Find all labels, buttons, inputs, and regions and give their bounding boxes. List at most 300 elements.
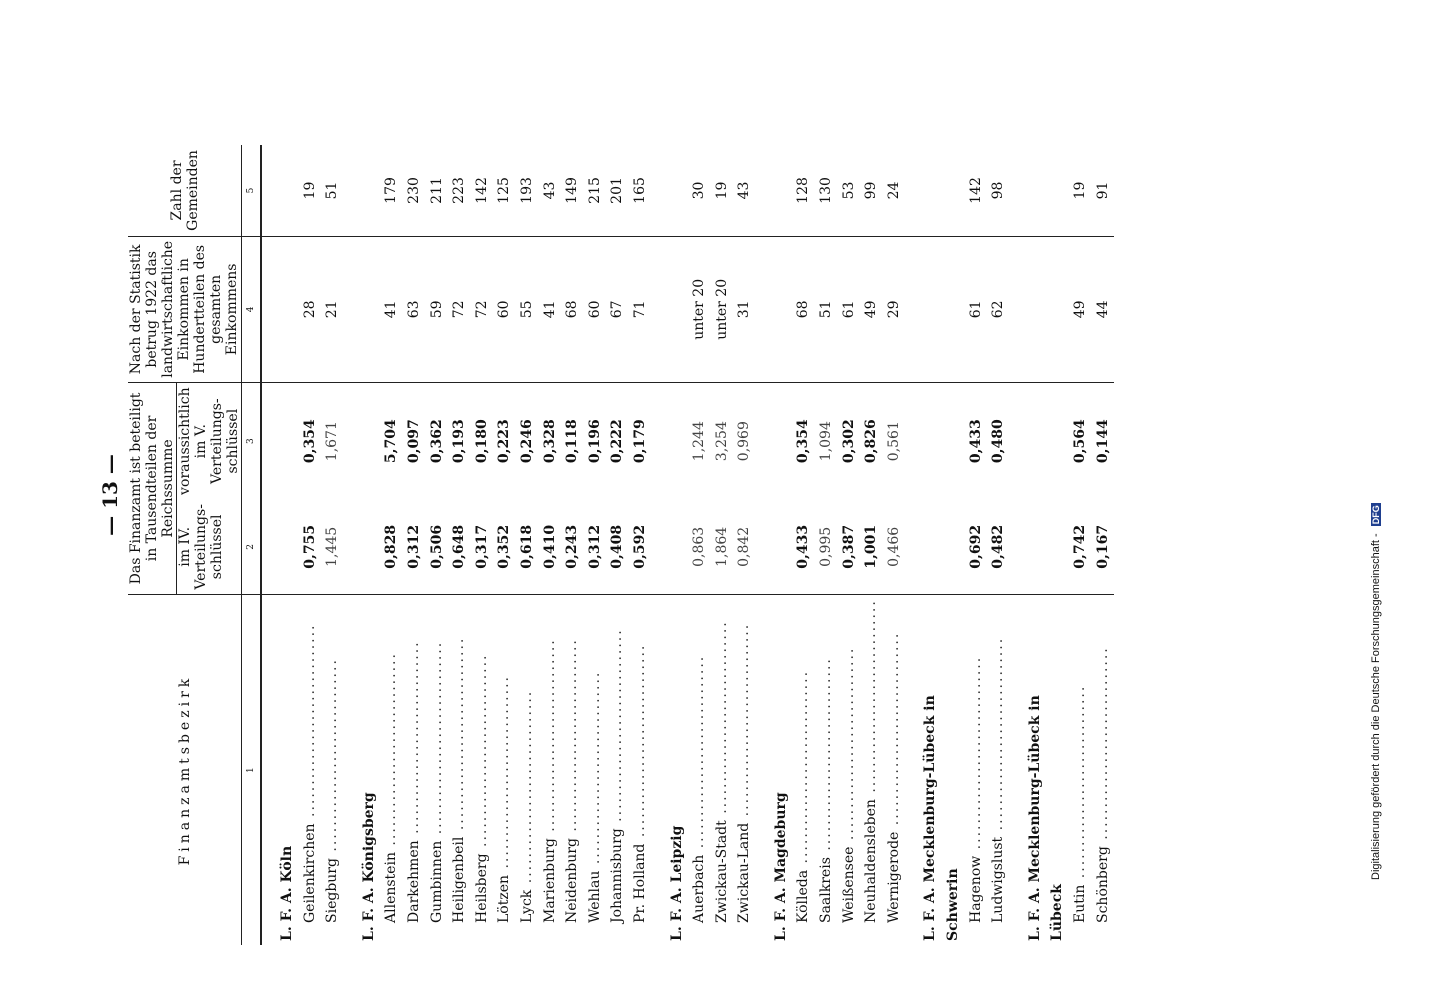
cell-v-key — [584, 382, 607, 499]
cell-agri-income-value: 61 — [967, 300, 984, 319]
cell-agri-income-value: unter 20 — [691, 278, 708, 340]
cell-name — [815, 595, 838, 945]
cell-name — [1092, 595, 1115, 945]
cell-municipalities-value: 91 — [1094, 181, 1111, 200]
cell-v-key — [711, 382, 734, 499]
cell-name-value: L. F. A. Köln — [279, 845, 295, 941]
cell-iv-key — [426, 500, 449, 595]
cell-v-key — [987, 382, 1010, 499]
cell-iv-key — [733, 500, 756, 595]
cell-agri-income — [1010, 236, 1047, 382]
cell-iv-key — [942, 500, 965, 595]
cell-municipalities — [403, 145, 426, 236]
cell-name — [299, 595, 322, 945]
cell-agri-income — [792, 236, 815, 382]
cell-municipalities-value: 130 — [818, 177, 835, 204]
leader-dots: .............................. — [795, 669, 812, 870]
cell-agri-income — [539, 236, 562, 382]
office-row — [756, 145, 793, 945]
cell-municipalities-value: 215 — [586, 177, 603, 204]
cell-municipalities — [426, 145, 449, 236]
cell-agri-income — [606, 236, 629, 382]
cell-municipalities — [883, 145, 906, 236]
cell-iv-key — [561, 500, 584, 595]
table-row — [321, 145, 344, 945]
cell-iv-key — [539, 500, 562, 595]
cell-agri-income-value: 72 — [451, 300, 468, 319]
cell-name-value: Schwerin — [945, 868, 962, 941]
cell-v-key-value: 0,354 — [795, 419, 812, 464]
cell-iv-key-value: 0,506 — [428, 524, 445, 569]
leader-dots: .............................. — [736, 622, 753, 823]
cell-v-key-value: 0,223 — [496, 419, 513, 464]
cell-v-key — [426, 382, 449, 499]
cell-name — [516, 595, 539, 945]
cell-v-key — [1046, 382, 1069, 499]
cell-iv-key — [815, 500, 838, 595]
col-number: 5 — [242, 145, 262, 236]
table-row — [711, 145, 734, 945]
table-row — [629, 145, 652, 945]
cell-iv-key-value: 0,995 — [818, 526, 835, 567]
cell-municipalities-value: 24 — [885, 181, 902, 200]
cell-v-key — [905, 382, 942, 499]
cell-v-key — [539, 382, 562, 499]
cell-iv-key — [299, 500, 322, 595]
table-row — [1069, 145, 1092, 945]
leader-dots: .............................. — [301, 623, 318, 824]
leader-dots: .............................. — [691, 654, 708, 855]
cell-v-key-value: 0,354 — [301, 419, 318, 464]
cell-agri-income-value: 49 — [1072, 300, 1088, 319]
cell-municipalities — [606, 145, 629, 236]
cell-iv-key-value: 0,828 — [383, 524, 400, 569]
cell-name-value: Schönberg — [1094, 846, 1111, 923]
cell-municipalities — [299, 145, 322, 236]
cell-municipalities-value: 211 — [428, 177, 445, 204]
cell-municipalities — [838, 145, 861, 236]
cell-agri-income-value: 62 — [990, 300, 1007, 319]
cell-iv-key — [403, 500, 426, 595]
cell-name — [606, 595, 629, 945]
leader-dots: .............................. — [541, 638, 558, 839]
cell-iv-key-value: 0,312 — [586, 524, 603, 569]
cell-municipalities — [344, 145, 381, 236]
cell-name — [471, 595, 494, 945]
table-row — [688, 145, 711, 945]
cell-name — [448, 595, 471, 945]
leader-dots: .............................. — [990, 636, 1007, 837]
cell-v-key-value: 3,254 — [713, 421, 730, 462]
cell-agri-income-value: 60 — [586, 300, 603, 319]
cell-v-key — [606, 382, 629, 499]
cell-v-key — [344, 382, 381, 499]
col-number: 4 — [242, 236, 262, 382]
cell-iv-key — [792, 500, 815, 595]
cell-v-key — [733, 382, 756, 499]
cell-v-key — [965, 382, 988, 499]
cell-agri-income-value: 44 — [1094, 300, 1111, 319]
cell-municipalities — [711, 145, 734, 236]
cell-municipalities — [448, 145, 471, 236]
table-row — [539, 145, 562, 945]
cell-agri-income — [629, 236, 652, 382]
cell-name — [792, 595, 815, 945]
cell-iv-key-value: 1,864 — [713, 526, 730, 567]
cell-name-value: Hagenow — [967, 855, 984, 923]
cell-name-value: Darkehmen — [405, 840, 422, 923]
cell-v-key-value: 0,097 — [405, 419, 422, 464]
cell-name-value: Johannisburg — [609, 828, 626, 923]
cell-municipalities-value: 19 — [713, 181, 730, 200]
header-share-group — [128, 382, 177, 594]
page-number: — 13 — — [98, 454, 122, 536]
cell-iv-key-value: 0,167 — [1094, 524, 1111, 569]
cell-agri-income — [471, 236, 494, 382]
cell-name — [860, 595, 883, 945]
cell-name — [629, 595, 652, 945]
cell-v-key — [261, 382, 299, 499]
header-iv-key-label: im IV. Verteilungs-schlüssel — [177, 504, 225, 590]
cell-name-value: Lyck — [518, 889, 535, 923]
cell-agri-income-value: 71 — [631, 300, 648, 319]
cell-agri-income — [299, 236, 322, 382]
cell-iv-key-value: 0,592 — [631, 524, 648, 569]
cell-agri-income — [561, 236, 584, 382]
cell-iv-key — [471, 500, 494, 595]
cell-v-key-value: 0,180 — [473, 419, 490, 464]
cell-municipalities — [380, 145, 403, 236]
cell-municipalities-value: 43 — [736, 181, 753, 200]
cell-v-key — [883, 382, 906, 499]
cell-name — [652, 595, 689, 945]
cell-municipalities — [860, 145, 883, 236]
cell-municipalities — [1069, 145, 1092, 236]
cell-municipalities-value: 179 — [383, 177, 400, 204]
cell-iv-key-value: 0,742 — [1072, 524, 1088, 569]
cell-municipalities-value: 142 — [967, 177, 984, 204]
cell-name — [261, 595, 299, 945]
cell-v-key — [321, 382, 344, 499]
cell-municipalities-value: 125 — [496, 177, 513, 204]
cell-iv-key-value: 0,410 — [541, 524, 558, 569]
cell-iv-key-value: 0,482 — [990, 524, 1007, 569]
cell-agri-income-value: 21 — [324, 300, 341, 319]
cell-iv-key-value: 0,387 — [840, 524, 857, 569]
header-share-group-label: Das Finanzamt ist beteiligt in Tausendteilen der Reichssumme — [128, 392, 176, 585]
cell-municipalities — [652, 145, 689, 236]
header-v-key-label: voraussichtlich im V. Verteilungs-schlüssel — [177, 387, 241, 495]
cell-name-value: Lötzen — [496, 874, 513, 923]
cell-municipalities-value: 98 — [990, 181, 1007, 200]
cell-municipalities — [905, 145, 942, 236]
cell-agri-income — [426, 236, 449, 382]
col-number: 3 — [242, 382, 262, 499]
cell-iv-key-value: 0,618 — [518, 524, 535, 569]
cell-agri-income — [905, 236, 942, 382]
cell-name — [965, 595, 988, 945]
cell-name-value: Wernigerode — [885, 831, 902, 923]
cell-iv-key — [493, 500, 516, 595]
cell-agri-income — [942, 236, 965, 382]
cell-iv-key — [584, 500, 607, 595]
cell-municipalities-value: 230 — [405, 177, 422, 204]
cell-iv-key — [756, 500, 793, 595]
cell-name — [426, 595, 449, 945]
cell-v-key — [380, 382, 403, 499]
cell-municipalities — [561, 145, 584, 236]
leader-dots: .............................. — [451, 636, 468, 837]
leader-dots: .............................. — [1094, 646, 1111, 847]
cell-agri-income-value: unter 20 — [713, 278, 730, 340]
cell-agri-income-value: 67 — [609, 300, 626, 319]
cell-name-value: Saalkreis — [818, 857, 835, 923]
cell-agri-income — [261, 236, 299, 382]
cell-v-key — [448, 382, 471, 499]
cell-v-key — [942, 382, 965, 499]
cell-municipalities — [516, 145, 539, 236]
office-row — [942, 145, 965, 945]
cell-agri-income — [815, 236, 838, 382]
cell-v-key — [471, 382, 494, 499]
leader-dots: .............................. — [863, 599, 880, 800]
cell-name-value: Pr. Holland — [631, 843, 648, 923]
cell-v-key — [1069, 382, 1092, 499]
office-row — [344, 145, 381, 945]
cell-name-value: Weißensee — [840, 846, 857, 923]
cell-iv-key — [688, 500, 711, 595]
cell-v-key — [860, 382, 883, 499]
cell-iv-key — [965, 500, 988, 595]
cell-municipalities — [756, 145, 793, 236]
cell-municipalities — [584, 145, 607, 236]
header-iv-key — [177, 500, 242, 595]
cell-municipalities — [942, 145, 965, 236]
side-note-text: Digitalisierung gefördert durch die Deutsche Forschungsgemeinschaft - — [1370, 533, 1382, 880]
cell-iv-key — [516, 500, 539, 595]
cell-iv-key-value: 0,692 — [967, 524, 984, 569]
cell-agri-income-value: 31 — [736, 300, 753, 319]
cell-agri-income-value: 51 — [818, 300, 835, 319]
cell-iv-key-value: 0,842 — [736, 526, 753, 567]
header-agri-income — [128, 236, 242, 382]
cell-municipalities-value: 201 — [609, 177, 626, 204]
cell-iv-key-value: 1,001 — [863, 524, 880, 569]
cell-agri-income — [1069, 236, 1092, 382]
leader-dots: .............................. — [631, 643, 648, 844]
cell-name-value: L. F. A. Mecklenburg-Lübeck in — [922, 695, 939, 941]
cell-municipalities-value: 165 — [631, 177, 648, 204]
leader-dots: .............................. — [428, 640, 445, 841]
header-v-key — [177, 382, 242, 499]
cell-name — [1010, 595, 1047, 945]
leader-dots: .............................. — [967, 655, 984, 856]
cell-v-key — [299, 382, 322, 499]
cell-v-key-value: 0,222 — [609, 419, 626, 464]
header-district-label: Finanzamtsbezirk — [176, 674, 193, 866]
cell-v-key — [792, 382, 815, 499]
cell-iv-key-value: 0,466 — [885, 526, 902, 567]
cell-agri-income — [584, 236, 607, 382]
cell-iv-key — [321, 500, 344, 595]
cell-v-key-value: 0,564 — [1072, 419, 1088, 464]
cell-iv-key-value: 0,755 — [301, 524, 318, 569]
table-row — [815, 145, 838, 945]
cell-name — [756, 595, 793, 945]
leader-dots: .............................. — [383, 652, 400, 853]
leader-dots: .............................. — [586, 670, 603, 871]
cell-name — [1046, 595, 1069, 945]
table-row — [1092, 145, 1115, 945]
table-row — [792, 145, 815, 945]
cell-iv-key — [838, 500, 861, 595]
cell-iv-key-value: 0,863 — [691, 526, 708, 567]
cell-agri-income-value: 41 — [383, 300, 400, 319]
cell-agri-income — [344, 236, 381, 382]
cell-municipalities-value: 128 — [795, 177, 812, 204]
cell-name — [584, 595, 607, 945]
cell-municipalities-value: 149 — [564, 177, 581, 204]
cell-iv-key — [448, 500, 471, 595]
cell-agri-income — [403, 236, 426, 382]
office-row — [261, 145, 299, 945]
cell-name-value: Heiligenbeil — [451, 836, 468, 923]
office-row — [652, 145, 689, 945]
cell-iv-key — [1069, 500, 1092, 595]
cell-v-key-value: 0,480 — [990, 419, 1007, 464]
cell-v-key-value: 0,193 — [451, 419, 468, 464]
cell-name-value: Heilsberg — [473, 853, 490, 923]
table-row — [448, 145, 471, 945]
cell-municipalities-value: 30 — [691, 181, 708, 200]
cell-agri-income-value: 63 — [405, 300, 422, 319]
cell-name — [942, 595, 965, 945]
cell-iv-key-value: 1,445 — [324, 526, 341, 567]
cell-agri-income-value: 41 — [541, 300, 558, 319]
header-district — [128, 595, 242, 945]
leader-dots: .............................. — [1072, 684, 1088, 885]
cell-agri-income-value: 29 — [885, 300, 902, 319]
cell-iv-key-value: 0,317 — [473, 524, 490, 569]
cell-name — [883, 595, 906, 945]
table-row — [299, 145, 322, 945]
cell-agri-income-value: 55 — [518, 300, 535, 319]
cell-v-key-value: 0,328 — [541, 419, 558, 464]
cell-name-value: Zwickau-Land — [736, 822, 753, 923]
cell-name — [321, 595, 344, 945]
cell-v-key-value: 0,433 — [967, 419, 984, 464]
cell-iv-key — [1046, 500, 1069, 595]
cell-v-key-value: 0,561 — [885, 421, 902, 462]
cell-iv-key-value: 0,312 — [405, 524, 422, 569]
cell-municipalities — [261, 145, 299, 236]
leader-dots: .............................. — [324, 658, 341, 859]
table-row — [493, 145, 516, 945]
cell-name-value: Zwickau-Stadt — [713, 820, 730, 923]
cell-municipalities-value: 51 — [324, 181, 341, 200]
cell-iv-key — [1010, 500, 1047, 595]
cell-name-value: Gumbinnen — [428, 840, 445, 923]
header-agri-income-label: Nach der Statistik betrug 1922 das landwirtschaftliche Einkommen in Hundertteilen des gesamten Einkommens — [128, 240, 240, 378]
table-row — [380, 145, 403, 945]
cell-agri-income-value: 59 — [428, 300, 445, 319]
cell-name — [380, 595, 403, 945]
cell-agri-income — [965, 236, 988, 382]
cell-municipalities — [815, 145, 838, 236]
cell-v-key — [652, 382, 689, 499]
cell-v-key — [1010, 382, 1047, 499]
cell-agri-income-value: 60 — [496, 300, 513, 319]
cell-agri-income — [448, 236, 471, 382]
office-row — [905, 145, 942, 945]
cell-name-value: Allenstein — [383, 852, 400, 923]
cell-v-key-value: 5,704 — [383, 419, 400, 464]
cell-name — [733, 595, 756, 945]
cell-v-key-value: 0,969 — [736, 421, 753, 462]
cell-municipalities-value: 43 — [541, 181, 558, 200]
leader-dots: .............................. — [713, 620, 730, 821]
cell-iv-key-value: 0,433 — [795, 524, 812, 569]
cell-v-key-value: 0,302 — [840, 419, 857, 464]
cell-v-key — [629, 382, 652, 499]
cell-municipalities-value: 223 — [451, 177, 468, 204]
table-row — [516, 145, 539, 945]
cell-v-key-value: 0,362 — [428, 419, 445, 464]
table-row — [426, 145, 449, 945]
cell-agri-income — [493, 236, 516, 382]
cell-name — [838, 595, 861, 945]
cell-agri-income-value: 68 — [795, 300, 812, 319]
cell-agri-income-value: 68 — [564, 300, 581, 319]
cell-name — [987, 595, 1010, 945]
cell-name-value: Lübeck — [1049, 884, 1066, 941]
cell-v-key — [688, 382, 711, 499]
cell-municipalities-value: 99 — [863, 181, 880, 200]
cell-name — [539, 595, 562, 945]
cell-municipalities — [733, 145, 756, 236]
cell-iv-key-value: 0,648 — [451, 524, 468, 569]
cell-municipalities — [493, 145, 516, 236]
cell-municipalities — [629, 145, 652, 236]
table-row — [860, 145, 883, 945]
cell-name-value: Neuhaldensleben — [863, 799, 880, 923]
cell-name — [688, 595, 711, 945]
table-row — [471, 145, 494, 945]
table-row — [987, 145, 1010, 945]
leader-dots: .............................. — [885, 631, 902, 832]
cell-name-value: L. F. A. Magdeburg — [772, 792, 789, 941]
cell-v-key-value: 1,671 — [324, 421, 341, 462]
cell-iv-key — [629, 500, 652, 595]
cell-municipalities-value: 19 — [1072, 181, 1088, 200]
cell-municipalities-value: 53 — [840, 181, 857, 200]
header-municipalities-label: Zahl der Gemeinden — [168, 150, 201, 231]
cell-name — [403, 595, 426, 945]
cell-municipalities — [1092, 145, 1115, 236]
col-number: 2 — [242, 500, 262, 595]
cell-agri-income — [838, 236, 861, 382]
cell-iv-key — [1092, 500, 1115, 595]
cell-iv-key — [344, 500, 381, 595]
cell-agri-income — [987, 236, 1010, 382]
cell-iv-key — [652, 500, 689, 595]
cell-v-key-value: 0,246 — [518, 419, 535, 464]
cell-iv-key — [380, 500, 403, 595]
cell-municipalities — [688, 145, 711, 236]
cell-v-key — [561, 382, 584, 499]
cell-agri-income — [652, 236, 689, 382]
cell-agri-income — [688, 236, 711, 382]
